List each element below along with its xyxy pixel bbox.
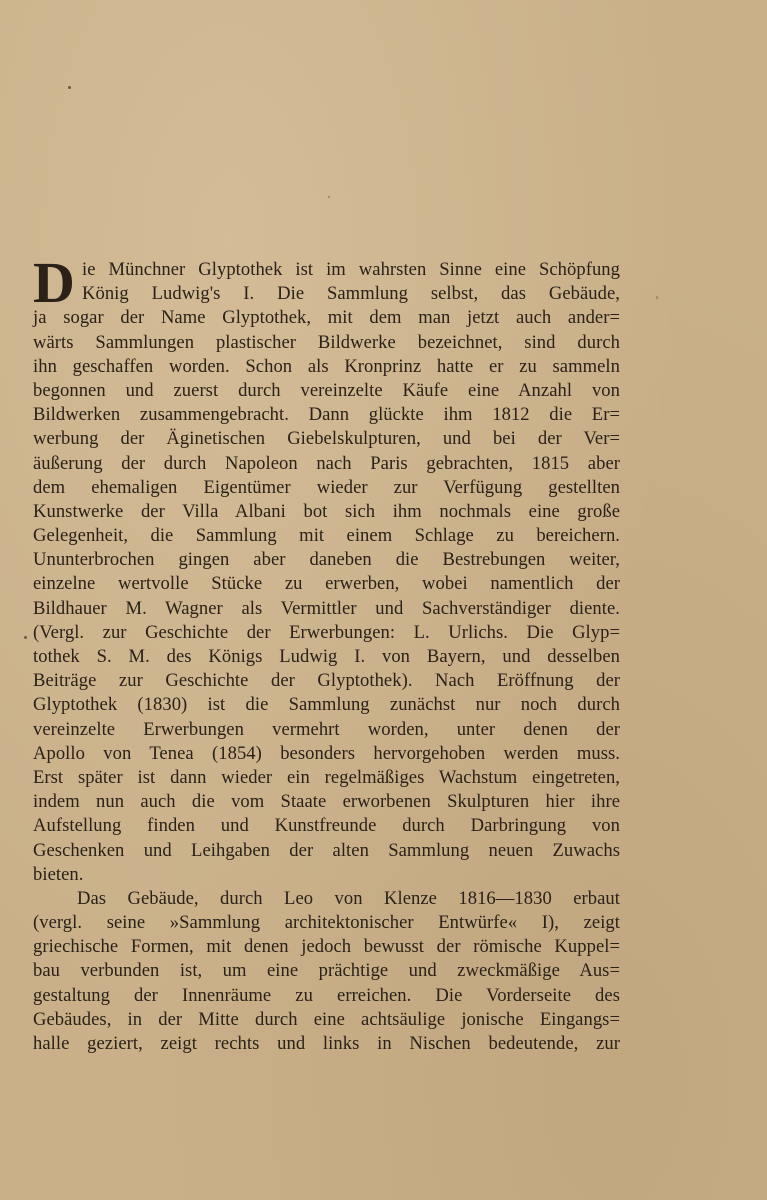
paragraph-1	[33, 250, 620, 887]
paper-speck	[328, 196, 330, 198]
text-line: ie Münchner Glyptothek ist im wahrsten Sinne eine Schöpfung	[82, 259, 620, 280]
text-line: werbung der Äginetischen Giebelskulpturen, und bei der Ver=	[33, 428, 620, 450]
text-line: Gebäudes, in der Mitte durch eine achtsäulige jonische Eingangs=	[33, 1008, 620, 1030]
text-line: (Vergl. zur Geschichte der Erwerbungen: L. Urlichs. Die Glyp=	[33, 621, 620, 643]
text-line: tothek S. M. des Königs Ludwig I. von Bayern, und desselben	[33, 646, 620, 667]
text-line: bieten.	[33, 863, 84, 885]
paper-speck	[656, 296, 658, 299]
text-line: dem ehemaligen Eigentümer wieder zur Verfügung gestellten	[33, 476, 620, 498]
text-line: Glyptothek (1830) ist die Sammlung zunächst nur noch durch	[33, 694, 620, 716]
text-line: ihn geschaffen worden. Schon als Kronprinz hatte er zu sammeln	[33, 355, 620, 377]
text-line: (vergl. seine »Sammlung architektonischer Entwürfe« I), zeigt	[33, 912, 620, 934]
text-line: äußerung der durch Napoleon nach Paris gebrachten, 1815 aber	[33, 452, 620, 474]
text-line: Das Gebäude, durch Leo von Klenze 1816—1830 erbaut	[77, 887, 620, 909]
text-line: Bildwerken zusammengebracht. Dann glückte ihm 1812 die Er=	[33, 404, 620, 426]
text-line: Kunstwerke der Villa Albani bot sich ihm nochmals eine große	[33, 500, 620, 522]
text-line: Aufstellung finden und Kunstfreunde durch Darbringung von	[33, 815, 620, 837]
text-line: Beiträge zur Geschichte der Glyptothek). Nach Eröffnung der	[33, 670, 620, 692]
text-line: vereinzelte Erwerbungen vermehrt worden, unter denen der	[33, 718, 620, 740]
text-line: begonnen und zuerst durch vereinzelte Käufe eine Anzahl von	[33, 379, 620, 401]
text-line: Erst später ist dann wieder ein regelmäßiges Wachstum eingetreten,	[33, 766, 620, 788]
text-line: wärts Sammlungen plastischer Bildwerke bezeichnet, sind durch	[33, 331, 620, 353]
text-line: bau verbunden ist, um eine prächtige und zweckmäßige Aus=	[33, 960, 620, 982]
text-line: Apollo von Tenea (1854) besonders hervorgehoben werden muss.	[33, 742, 620, 764]
text-line: Geschenken und Leihgaben der alten Sammlung neuen Zuwachs	[33, 839, 620, 861]
text-line: griechische Formen, mit denen jedoch bewusst der römische Kuppel=	[33, 936, 620, 958]
paper-speck	[24, 636, 27, 639]
drop-cap: D	[33, 250, 75, 315]
text-line: König Ludwig's I. Die Sammlung selbst, das Gebäude,	[82, 283, 620, 305]
paragraph-2	[33, 887, 620, 1056]
text-line: gestaltung der Innenräume zu erreichen. Die Vorderseite des	[33, 984, 620, 1006]
text-line: Bildhauer M. Wagner als Vermittler und Sachverständiger diente.	[33, 597, 620, 619]
text-line: Ununterbrochen gingen aber daneben die Bestrebungen weiter,	[33, 549, 620, 571]
text-line: einzelne wertvolle Stücke zu erwerben, wobei namentlich der	[33, 573, 620, 595]
text-line: indem nun auch die vom Staate erworbenen Skulpturen hier ihre	[33, 791, 620, 813]
paper-speck	[68, 86, 71, 89]
text-line: halle geziert, zeigt rechts und links in Nischen bedeutende, zur	[33, 1033, 620, 1054]
body-text	[33, 250, 620, 1056]
text-line: ja sogar der Name Glyptothek, mit dem man jetzt auch ander=	[33, 307, 620, 329]
text-line: Gelegenheit, die Sammlung mit einem Schlage zu bereichern.	[33, 525, 620, 547]
